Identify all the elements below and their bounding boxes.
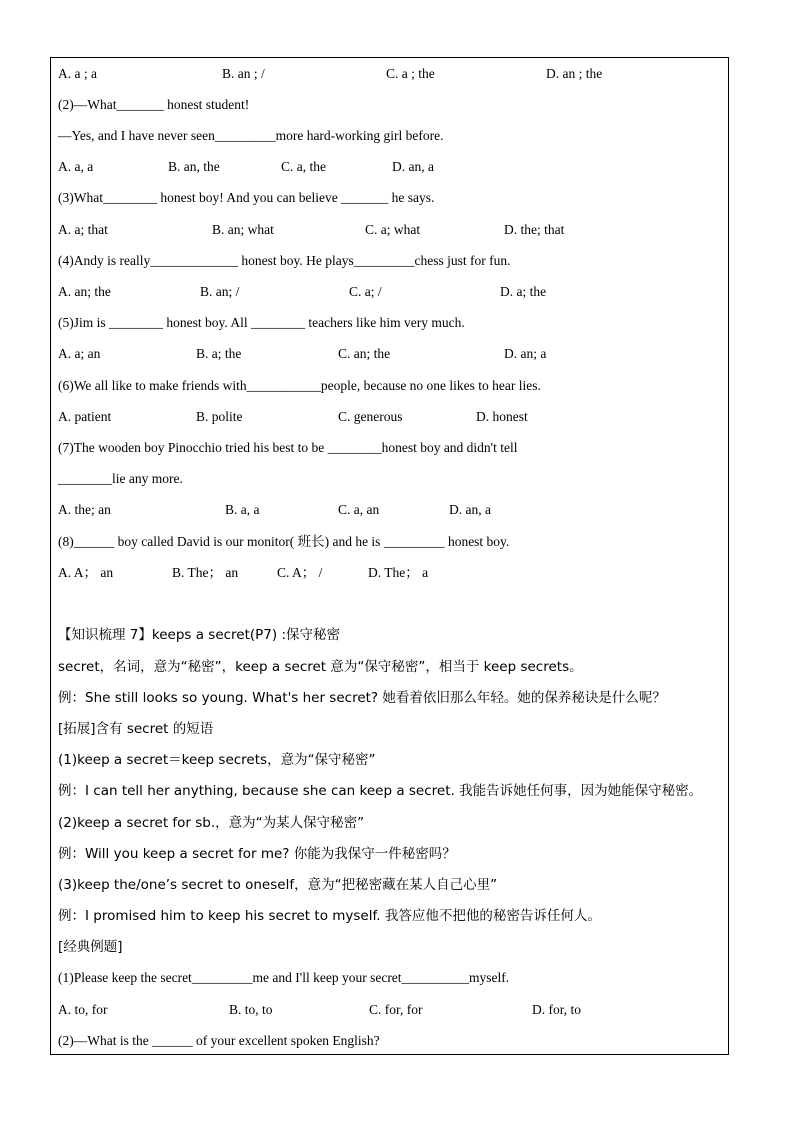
option-d: D. an; a bbox=[504, 346, 547, 361]
extension-item-2-example: 例：Will you keep a secret for me? 你能为我保守一件秘密吗？ bbox=[58, 846, 456, 862]
extension-item-3-example: 例：I promised him to keep his secret to myself. 我答应他不把他的秘密告诉任何人。 bbox=[58, 908, 601, 924]
question-4-line: (4)Andy is really_____________ honest boy. He plays_________chess just for fun. bbox=[58, 253, 511, 268]
option-a: A. a, a bbox=[58, 159, 94, 174]
explanation-line: secret，名词，意为“秘密”，keep a secret 意为“保守秘密”，相当于 keep secrets。 bbox=[58, 659, 583, 675]
extension-item-1-example: 例：I can tell her anything, because she can keep a secret. 我能告诉她任何事，因为她能保守秘密。 bbox=[58, 783, 703, 799]
option-b: B. an, the bbox=[168, 159, 220, 174]
option-d: D. an, a bbox=[392, 159, 434, 174]
section-heading: 【知识梳理 7】keeps a secret(P7) :保守秘密 bbox=[58, 627, 341, 643]
option-d: D. the; that bbox=[504, 222, 565, 237]
extension-item-3: (3)keep the/one’s secret to oneself，意为“把秘密藏在某人自己心里” bbox=[58, 877, 498, 893]
option-d: D. a; the bbox=[500, 284, 547, 299]
classic-question-2-line: (2)—What is the ______ of your excellent spoken English? bbox=[58, 1033, 380, 1048]
option-a: A. patient bbox=[58, 409, 112, 424]
option-c: C. a, an bbox=[338, 502, 380, 517]
question-7-line-1: (7)The wooden boy Pinocchio tried his best to be ________honest boy and didn't tell bbox=[58, 440, 518, 455]
extension-heading: [拓展]含有 secret 的短语 bbox=[58, 721, 214, 737]
option-c: C. A； / bbox=[277, 565, 323, 580]
option-d: D. honest bbox=[476, 409, 528, 424]
question-3-line: (3)What________ honest boy! And you can believe _______ he says. bbox=[58, 190, 435, 205]
question-5-line: (5)Jim is ________ honest boy. All ________ teachers like him very much. bbox=[58, 315, 465, 330]
option-a: A. the; an bbox=[58, 502, 111, 517]
option-d: D. an, a bbox=[449, 502, 491, 517]
option-b: B. a; the bbox=[196, 346, 242, 361]
question-7-line-2: ________lie any more. bbox=[58, 471, 183, 486]
option-a: A. to, for bbox=[58, 1002, 108, 1017]
option-b: B. an ; / bbox=[222, 66, 265, 81]
option-c: C. a; what bbox=[365, 222, 421, 237]
extension-item-2: (2)keep a secret for sb.，意为“为某人保守秘密” bbox=[58, 815, 365, 831]
option-b: B. to, to bbox=[229, 1002, 273, 1017]
option-b: B. an; / bbox=[200, 284, 240, 299]
option-a: A. A； an bbox=[58, 565, 114, 580]
option-a: A. a ; a bbox=[58, 66, 97, 81]
question-6-line: (6)We all like to make friends with___________people, because no one likes to hear lies. bbox=[58, 378, 541, 393]
option-c: C. an; the bbox=[338, 346, 391, 361]
option-b: B. a, a bbox=[225, 502, 260, 517]
option-c: C. a, the bbox=[281, 159, 326, 174]
classic-question-1-line: (1)Please keep the secret_________me and I'll keep your secret__________myself. bbox=[58, 970, 510, 985]
option-b: B. polite bbox=[196, 409, 243, 424]
option-d: D. The； a bbox=[368, 565, 429, 580]
question-2-line-1: (2)—What_______ honest student! bbox=[58, 97, 250, 112]
option-d: D. for, to bbox=[532, 1002, 581, 1017]
option-a: A. a; an bbox=[58, 346, 101, 361]
option-c: C. a ; the bbox=[386, 66, 435, 81]
question-8-line: (8)______ boy called David is our monitor( 班长) and he is _________ honest boy. bbox=[58, 534, 510, 549]
option-c: C. a; / bbox=[349, 284, 382, 299]
option-b: B. The； an bbox=[172, 565, 239, 580]
extension-item-1: (1)keep a secret＝keep secrets，意为“保守秘密” bbox=[58, 752, 376, 768]
question-2-line-2: —Yes, and I have never seen_________more hard-working girl before. bbox=[58, 128, 444, 143]
option-b: B. an; what bbox=[212, 222, 274, 237]
option-c: C. for, for bbox=[369, 1002, 423, 1017]
option-c: C. generous bbox=[338, 409, 403, 424]
example-line: 例：She still looks so young. What's her secret? 她看着依旧那么年轻。她的保养秘诀是什么呢？ bbox=[58, 690, 666, 706]
classic-examples-heading: [经典例题] bbox=[58, 939, 123, 955]
option-d: D. an ; the bbox=[546, 66, 603, 81]
option-a: A. an; the bbox=[58, 284, 111, 299]
option-a: A. a; that bbox=[58, 222, 108, 237]
